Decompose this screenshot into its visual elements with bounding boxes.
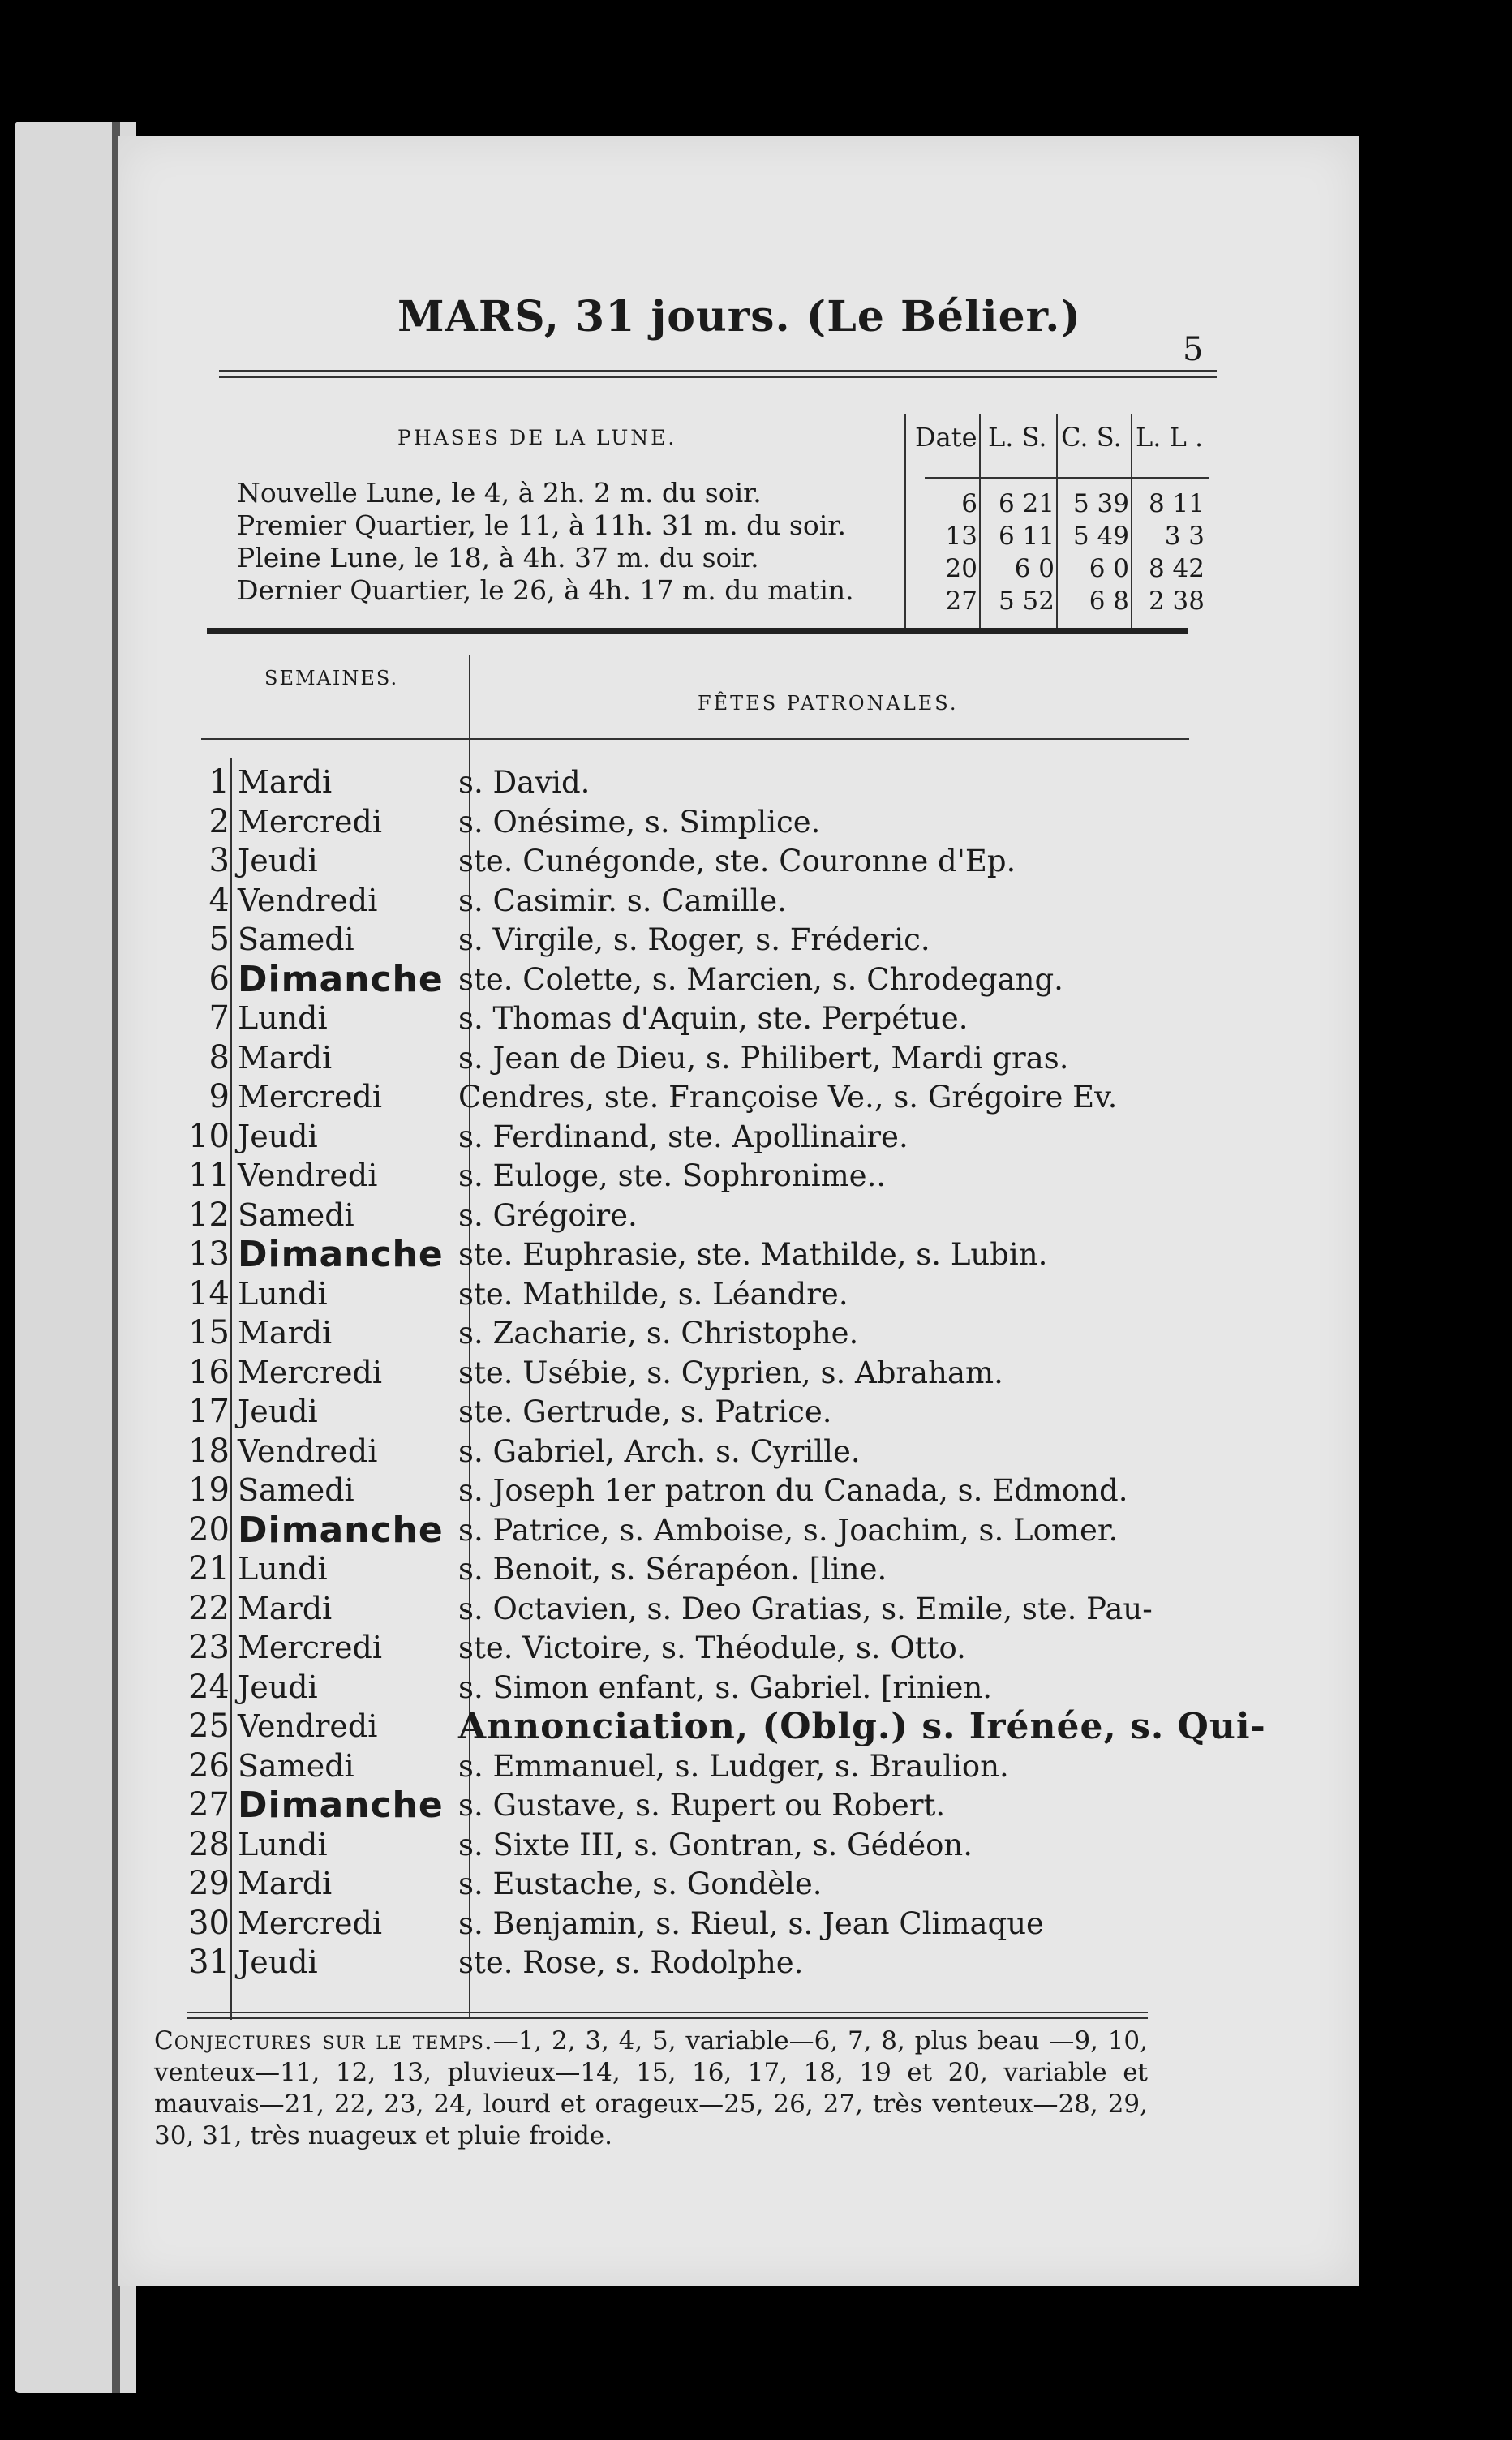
patron-feasts: ste. Usébie, s. Cyprien, s. Abraham.: [458, 1355, 1003, 1390]
page-title: MARS, 31 jours. (Le Bélier.): [397, 292, 1081, 342]
calendar-row: [158, 1706, 1266, 1747]
table-col-divider: [1131, 414, 1132, 633]
day-number: 7: [208, 999, 230, 1037]
patron-feasts: s. Grégoire.: [458, 1197, 638, 1233]
calendar-row: [158, 1628, 1213, 1668]
weekday: Samedi: [238, 1472, 354, 1508]
weekday: Mercredi: [238, 803, 382, 840]
calendar-row: [158, 1825, 1213, 1865]
day-number: 17: [188, 1393, 230, 1430]
patron-feasts: ste. Cunégonde, ste. Couronne d'Ep.: [458, 844, 1016, 878]
weekday: Samedi: [238, 1196, 354, 1233]
calendar-row: [158, 1235, 1213, 1274]
patron-feasts: s. Onésime, s. Simplice.: [458, 804, 821, 840]
calendar-row: [158, 999, 1213, 1038]
weekday: Vendredi: [238, 1708, 378, 1744]
calendar-header-rule: [201, 738, 1189, 740]
page-number: 5: [1183, 331, 1204, 368]
weekday: Samedi: [238, 1747, 354, 1784]
day-number: 11: [188, 1157, 230, 1194]
weeks-column-heading: SEMAINES.: [264, 667, 399, 689]
footer-rule-2: [187, 2017, 1148, 2019]
weekday: Lundi: [238, 1275, 328, 1312]
patron-feasts: ste. Gertrude, s. Patrice.: [458, 1394, 832, 1429]
day-number: 10: [188, 1117, 230, 1155]
weather-conjectures: [154, 2025, 1148, 2152]
patron-feasts: s. Benjamin, s. Rieul, s. Jean Climaque: [458, 1905, 1044, 1941]
weekday: Mardi: [238, 1315, 333, 1351]
calendar-row: [158, 1510, 1213, 1550]
patron-feasts: s. David.: [458, 765, 591, 800]
patron-feasts: Cendres, ste. Françoise Ve., s. Grégoire Ev.: [458, 1080, 1118, 1115]
calendar-row: [158, 1353, 1213, 1393]
weekday: Jeudi: [238, 1669, 318, 1705]
conjectures-label: Conjectures sur le temps.: [154, 2026, 493, 2056]
day-number: 26: [188, 1746, 230, 1785]
day-number: 31: [188, 1944, 230, 1981]
day-number: 3: [208, 842, 230, 879]
weekday: Lundi: [238, 1826, 328, 1862]
weekday: Dimanche: [238, 958, 444, 1000]
patron-feasts: s. Thomas d'Aquin, ste. Perpétue.: [458, 1001, 969, 1036]
patron-feasts: s. Gustave, s. Rupert ou Robert.: [458, 1788, 946, 1823]
table-column-header: C. S.: [1061, 422, 1122, 453]
calendar-row: [158, 1785, 1213, 1825]
patron-feasts: ste. Rose, s. Rodolphe.: [458, 1945, 804, 1980]
table-column-header: L. S.: [988, 422, 1047, 453]
table-cell: 2 38: [1148, 586, 1205, 616]
day-number: 30: [188, 1904, 230, 1942]
patron-feasts: s. Simon enfant, s. Gabriel. [rinien.: [458, 1669, 993, 1705]
calendar-row: [158, 1746, 1213, 1786]
patron-feasts: ste. Mathilde, s. Léandre.: [458, 1276, 848, 1312]
patron-feasts: s. Benoit, s. Sérapéon. [line.: [458, 1552, 887, 1587]
patron-feasts: ste. Colette, s. Marcien, s. Chrodegang.: [458, 961, 1063, 997]
day-number: 23: [188, 1629, 230, 1666]
patron-feasts: s. Jean de Dieu, s. Philibert, Mardi gras.: [458, 1040, 1069, 1076]
day-number: 27: [188, 1786, 230, 1824]
table-cell: 6 0: [1089, 554, 1129, 583]
table-col-divider: [1056, 414, 1058, 633]
calendar-row: [158, 762, 1213, 802]
calendar-row: [158, 1274, 1213, 1314]
day-number: 28: [188, 1825, 230, 1863]
patron-feasts: ste. Euphrasie, ste. Mathilde, s. Lubin.: [458, 1237, 1048, 1272]
weekday: Jeudi: [238, 1394, 318, 1429]
patron-feasts: s. Virgile, s. Roger, s. Fréderic.: [458, 922, 930, 957]
table-cell: 5 39: [1072, 489, 1129, 518]
table-cell: 6 0: [1014, 554, 1055, 583]
weekday: Samedi: [238, 921, 354, 957]
phases-heading: PHASES DE LA LUNE.: [397, 426, 677, 449]
footer-rule: [187, 2012, 1148, 2013]
day-number: 21: [188, 1550, 230, 1587]
day-number: 2: [208, 802, 230, 840]
day-number: 25: [188, 1708, 230, 1745]
patron-feasts: s. Casimir. s. Camille.: [458, 883, 787, 918]
weekday: Dimanche: [238, 1785, 444, 1826]
weekday: Lundi: [238, 1000, 328, 1036]
calendar-row: [158, 1038, 1213, 1078]
table-header-rule: [925, 477, 1209, 479]
day-number: 18: [188, 1432, 230, 1470]
weekday: Mercredi: [238, 1905, 382, 1941]
patron-feasts: s. Gabriel, Arch. s. Cyrille.: [458, 1433, 861, 1469]
moon-phase-line: Dernier Quartier, le 26, à 4h. 17 m. du matin.: [237, 574, 854, 606]
phases-table-divider: [904, 414, 906, 633]
calendar-row: [158, 1471, 1213, 1510]
moon-phase-line: Premier Quartier, le 11, à 11h. 31 m. du soir.: [237, 509, 846, 541]
calendar-row: [158, 1156, 1213, 1196]
calendar-row: [158, 802, 1213, 842]
day-number: 15: [188, 1314, 230, 1351]
weekday: Mercredi: [238, 1354, 382, 1390]
moon-phase-line: Pleine Lune, le 18, à 4h. 37 m. du soir.: [237, 542, 759, 573]
table-col-divider: [979, 414, 981, 633]
title-rule: [219, 370, 1217, 372]
weekday: Dimanche: [238, 1509, 444, 1551]
day-number: 24: [188, 1668, 230, 1706]
table-cell: 13: [945, 522, 977, 551]
day-number: 12: [188, 1196, 230, 1234]
table-cell: 27: [945, 586, 977, 616]
day-number: 14: [188, 1274, 230, 1312]
calendar-row: [158, 960, 1213, 999]
patron-feasts: s. Joseph 1er patron du Canada, s. Edmond.: [458, 1473, 1128, 1508]
day-number: 9: [208, 1078, 230, 1115]
table-column-header: L. L .: [1136, 422, 1204, 453]
day-number: 19: [188, 1471, 230, 1509]
weekday: Lundi: [238, 1551, 328, 1587]
day-number: 5: [208, 921, 230, 958]
table-cell: 6 21: [998, 489, 1055, 518]
table-cell: 6 8: [1089, 586, 1129, 616]
weekday: Mardi: [238, 1590, 333, 1626]
calendar-row: [158, 1117, 1213, 1157]
calendar-row: [158, 1668, 1213, 1708]
table-cell: 3 3: [1164, 522, 1205, 551]
fetes-column-heading: FÊTES PATRONALES.: [698, 692, 959, 715]
weekday: Mardi: [238, 1039, 333, 1076]
patron-feasts: s. Ferdinand, ste. Apollinaire.: [458, 1119, 908, 1154]
patron-feasts: s. Sixte III, s. Gontran, s. Gédéon.: [458, 1827, 973, 1862]
calendar-row: [158, 1196, 1213, 1235]
table-cell: 8 11: [1148, 489, 1205, 518]
calendar-row: [158, 1392, 1213, 1432]
calendar-row: [158, 1432, 1213, 1471]
patron-feasts: s. Patrice, s. Amboise, s. Joachim, s. Lomer.: [458, 1512, 1119, 1548]
patron-feasts: Annonciation, (Oblg.) s. Irénée, s. Qui-: [458, 1706, 1266, 1747]
calendar-row: [158, 881, 1213, 921]
patron-feasts: ste. Victoire, s. Théodule, s. Otto.: [458, 1630, 966, 1665]
day-number: 4: [208, 881, 230, 919]
patron-feasts: s. Zacharie, s. Christophe.: [458, 1316, 859, 1351]
day-number: 8: [208, 1038, 230, 1076]
section-rule: [207, 628, 1188, 634]
weekday: Mardi: [238, 764, 333, 800]
weekday: Vendredi: [238, 882, 378, 918]
calendar-row: [158, 920, 1213, 960]
day-number: 20: [188, 1510, 230, 1549]
patron-feasts: s. Emmanuel, s. Ludger, s. Braulion.: [458, 1748, 1009, 1784]
calendar-row: [158, 1864, 1213, 1904]
patron-feasts: s. Euloge, ste. Sophronime..: [458, 1158, 887, 1193]
day-number: 13: [188, 1235, 230, 1273]
conjectures-text: —1, 2, 3, 4, 5, variable—6, 7, 8, plus beau —9, 10, venteux—11, 12, 13, pluvieux—14, 15, 16, 17, 18, 19 et 20, variable et mauvais—21, 22, 23, 24, lourd et orageux—25, 26, 27, très venteux—28, 29, 30, 31, très nuageux et pluie froide.: [154, 2026, 1148, 2150]
calendar-row: [158, 1589, 1213, 1629]
day-number: 22: [188, 1589, 230, 1627]
table-cell: 6: [961, 489, 977, 518]
weekday: Jeudi: [238, 1118, 318, 1154]
weekday: Vendredi: [238, 1158, 378, 1193]
weekday: Mardi: [238, 1866, 333, 1901]
table-cell: 5 49: [1072, 522, 1129, 551]
weekday: Mercredi: [238, 1630, 382, 1665]
patron-feasts: s. Eustache, s. Gondèle.: [458, 1867, 823, 1901]
title-rule-2: [219, 376, 1217, 378]
weekday: Vendredi: [238, 1433, 378, 1469]
weekday: Mercredi: [238, 1079, 382, 1115]
calendar-row: [158, 841, 1213, 881]
calendar-row: [158, 1313, 1213, 1353]
table-cell: 5 52: [998, 586, 1055, 616]
moon-phase-line: Nouvelle Lune, le 4, à 2h. 2 m. du soir.: [237, 477, 762, 509]
table-cell: 20: [945, 554, 977, 583]
day-number: 16: [188, 1353, 230, 1391]
calendar-row: [158, 1943, 1213, 1982]
day-number: 1: [208, 763, 230, 801]
weekday: Jeudi: [238, 843, 318, 878]
day-number: 6: [208, 960, 230, 998]
table-column-header: Date: [915, 422, 977, 453]
day-number: 29: [188, 1865, 230, 1902]
weekday: Dimanche: [238, 1234, 444, 1275]
weekday: Jeudi: [238, 1944, 318, 1980]
table-cell: 6 11: [998, 522, 1055, 551]
table-cell: 8 42: [1148, 554, 1205, 583]
calendar-row: [158, 1549, 1213, 1589]
calendar-row: [158, 1077, 1213, 1117]
calendar-row: [158, 1904, 1213, 1944]
patron-feasts: s. Octavien, s. Deo Gratias, s. Emile, ste. Pau-: [458, 1591, 1153, 1626]
